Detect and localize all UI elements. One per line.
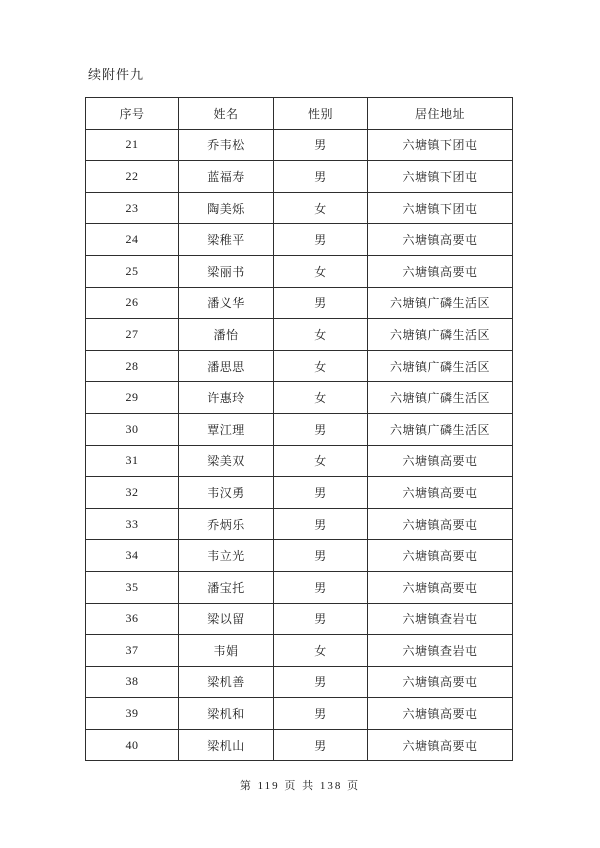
cell-address: 六塘镇高要屯 xyxy=(368,729,513,761)
cell-address: 六塘镇高要屯 xyxy=(368,540,513,572)
page-title: 续附件九 xyxy=(88,67,145,82)
roster-table xyxy=(85,97,513,761)
cell-index: 22 xyxy=(86,161,179,193)
cell-address: 六塘镇高要屯 xyxy=(368,698,513,730)
cell-name: 蓝福寿 xyxy=(179,161,274,193)
cell-index: 38 xyxy=(86,666,179,698)
cell-gender: 男 xyxy=(274,161,368,193)
cell-gender: 男 xyxy=(274,224,368,256)
table-row xyxy=(86,666,513,698)
cell-name: 韦立光 xyxy=(179,540,274,572)
cell-address: 六塘镇广磷生活区 xyxy=(368,319,513,351)
cell-address: 六塘镇高要屯 xyxy=(368,255,513,287)
cell-address: 六塘镇高要屯 xyxy=(368,477,513,509)
table-row xyxy=(86,382,513,414)
cell-gender: 男 xyxy=(274,571,368,603)
table-body xyxy=(86,129,513,761)
table-row xyxy=(86,287,513,319)
table-row xyxy=(86,129,513,161)
cell-index: 40 xyxy=(86,729,179,761)
page-number-footer: 第 119 页 共 138 页 xyxy=(239,780,361,792)
cell-index: 24 xyxy=(86,224,179,256)
cell-name: 许惠玲 xyxy=(179,382,274,414)
cell-gender: 女 xyxy=(274,319,368,351)
cell-index: 35 xyxy=(86,571,179,603)
cell-name: 乔韦松 xyxy=(179,129,274,161)
cell-address: 六塘镇广磷生活区 xyxy=(368,382,513,414)
cell-address: 六塘镇查岩屯 xyxy=(368,635,513,667)
cell-address: 六塘镇高要屯 xyxy=(368,445,513,477)
cell-gender: 女 xyxy=(274,255,368,287)
cell-name: 覃江理 xyxy=(179,413,274,445)
table-row xyxy=(86,698,513,730)
cell-index: 21 xyxy=(86,129,179,161)
cell-gender: 女 xyxy=(274,350,368,382)
column-header-index: 序号 xyxy=(86,98,179,130)
cell-name: 梁稚平 xyxy=(179,224,274,256)
cell-index: 39 xyxy=(86,698,179,730)
cell-gender: 女 xyxy=(274,192,368,224)
cell-index: 33 xyxy=(86,508,179,540)
cell-index: 25 xyxy=(86,255,179,287)
cell-name: 梁机和 xyxy=(179,698,274,730)
table-row xyxy=(86,571,513,603)
cell-gender: 男 xyxy=(274,603,368,635)
cell-address: 六塘镇查岩屯 xyxy=(368,603,513,635)
column-header-gender: 性别 xyxy=(274,98,368,130)
cell-address: 六塘镇高要屯 xyxy=(368,571,513,603)
table-row xyxy=(86,350,513,382)
table-row xyxy=(86,413,513,445)
cell-index: 26 xyxy=(86,287,179,319)
column-header-address: 居住地址 xyxy=(368,98,513,130)
table-row xyxy=(86,540,513,572)
cell-name: 梁以留 xyxy=(179,603,274,635)
cell-index: 30 xyxy=(86,413,179,445)
table-row xyxy=(86,192,513,224)
table-row xyxy=(86,477,513,509)
cell-name: 潘宝托 xyxy=(179,571,274,603)
cell-gender: 女 xyxy=(274,445,368,477)
table-row xyxy=(86,255,513,287)
cell-index: 32 xyxy=(86,477,179,509)
cell-index: 29 xyxy=(86,382,179,414)
cell-name: 梁机善 xyxy=(179,666,274,698)
cell-index: 28 xyxy=(86,350,179,382)
table-row xyxy=(86,445,513,477)
cell-address: 六塘镇下团屯 xyxy=(368,161,513,193)
cell-address: 六塘镇高要屯 xyxy=(368,508,513,540)
cell-gender: 男 xyxy=(274,666,368,698)
cell-name: 梁丽书 xyxy=(179,255,274,287)
table-row xyxy=(86,319,513,351)
cell-gender: 女 xyxy=(274,382,368,414)
table-row xyxy=(86,729,513,761)
cell-name: 梁美双 xyxy=(179,445,274,477)
cell-gender: 男 xyxy=(274,413,368,445)
cell-name: 韦娟 xyxy=(179,635,274,667)
cell-gender: 男 xyxy=(274,729,368,761)
cell-address: 六塘镇广磷生活区 xyxy=(368,413,513,445)
table-row xyxy=(86,161,513,193)
cell-gender: 男 xyxy=(274,508,368,540)
cell-name: 潘思思 xyxy=(179,350,274,382)
cell-name: 陶美烁 xyxy=(179,192,274,224)
cell-gender: 女 xyxy=(274,635,368,667)
cell-name: 潘怡 xyxy=(179,319,274,351)
cell-gender: 男 xyxy=(274,477,368,509)
table-row xyxy=(86,224,513,256)
cell-name: 梁机山 xyxy=(179,729,274,761)
cell-gender: 男 xyxy=(274,287,368,319)
cell-index: 23 xyxy=(86,192,179,224)
table-header-row xyxy=(86,98,513,130)
cell-index: 37 xyxy=(86,635,179,667)
cell-address: 六塘镇广磷生活区 xyxy=(368,287,513,319)
cell-index: 36 xyxy=(86,603,179,635)
table-row xyxy=(86,635,513,667)
cell-gender: 男 xyxy=(274,129,368,161)
cell-name: 韦汉勇 xyxy=(179,477,274,509)
cell-name: 潘义华 xyxy=(179,287,274,319)
table-row xyxy=(86,508,513,540)
cell-index: 34 xyxy=(86,540,179,572)
cell-address: 六塘镇高要屯 xyxy=(368,224,513,256)
column-header-name: 姓名 xyxy=(179,98,274,130)
cell-index: 31 xyxy=(86,445,179,477)
cell-address: 六塘镇广磷生活区 xyxy=(368,350,513,382)
cell-address: 六塘镇下团屯 xyxy=(368,129,513,161)
table-row xyxy=(86,603,513,635)
cell-gender: 男 xyxy=(274,540,368,572)
cell-name: 乔炳乐 xyxy=(179,508,274,540)
cell-gender: 男 xyxy=(274,698,368,730)
cell-index: 27 xyxy=(86,319,179,351)
cell-address: 六塘镇高要屯 xyxy=(368,666,513,698)
cell-address: 六塘镇下团屯 xyxy=(368,192,513,224)
